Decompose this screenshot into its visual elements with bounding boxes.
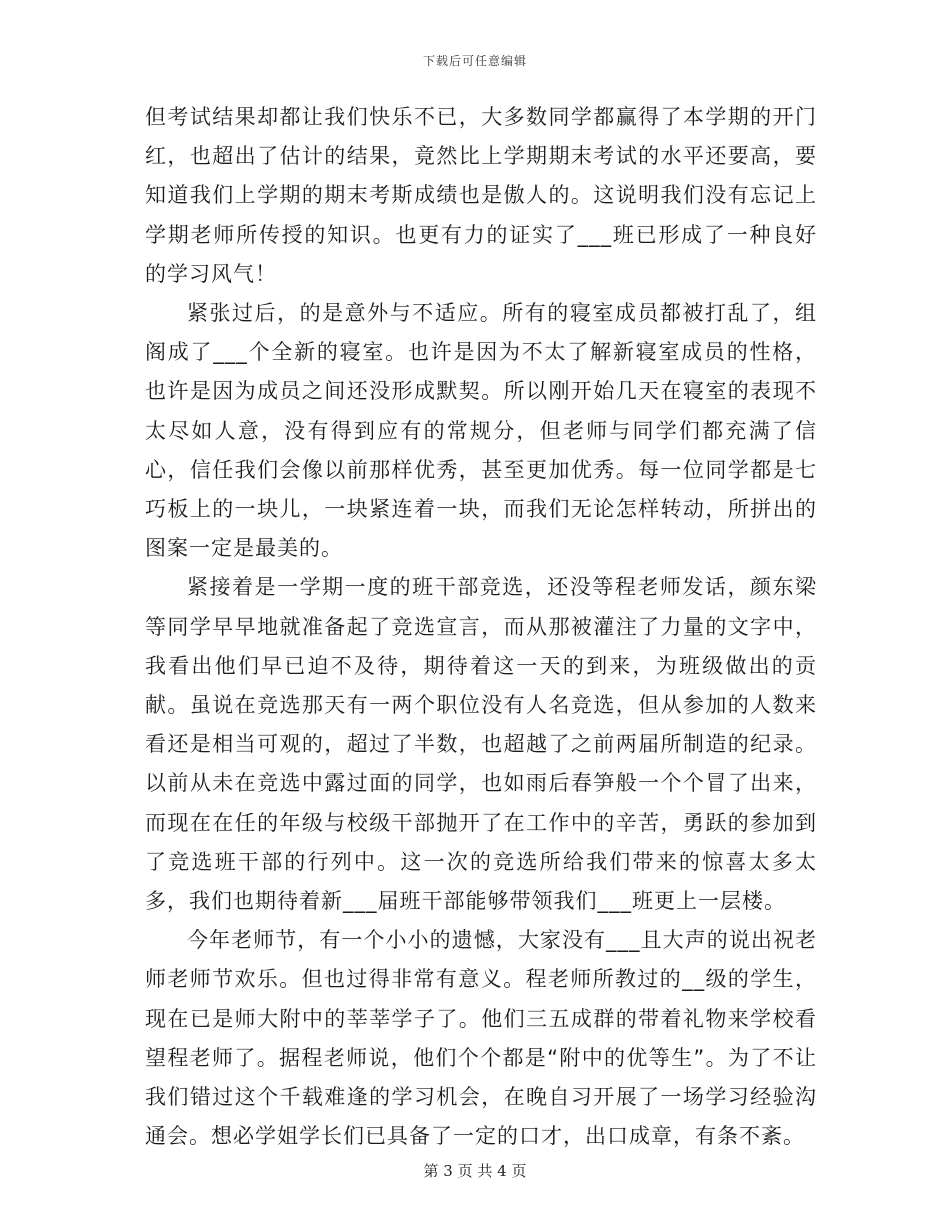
page-header: 下载后可任意编辑 (422, 54, 527, 68)
paragraph-3: 紧接着是一学期一度的班干部竞选，还没等程老师发话，颜东梁等同学早早地就准备起了竞选宣言，而从那被灌注了力量的文字中，我看出他们早已迫不及待，期待着这一天的到来，为班级做出的贡献。虽说在竞选那天有一两个职位没有人名竞选，但从参加的人数来看还是相当可观的，超过了半数，也超越了之前两届所制造的纪录。以前从未在竞选中露过面的同学，也如雨后春笋般一个个冒了出来，而现在在任的年级与校级干部抛开了在工作中的辛苦，勇跃的参加到了竞选班干部的行列中。这一次的竞选所给我们带来的惊喜太多太多，我们也期待着新___届班干部能够带领我们___班更上一层楼。 (145, 575, 817, 914)
document-body (145, 98, 817, 1156)
paragraph-4: 今年老师节，有一个小小的遗憾，大家没有___且大声的说出祝老师老师节欢乐。但也过得非常有意义。程老师所教过的__级的学生，现在已是师大附中的莘莘学子了。他们三五成群的带着礼物来学校看望程老师了。据程老师说，他们个个都是“附中的优等生”。为了不让我们错过这个千载难逢的学习机会，在晚自习开展了一场学习经验沟通会。想必学姐学长们已具备了一定的口才，出口成章，有条不紊。 (145, 928, 817, 1149)
paragraph-2: 紧张过后，的是意外与不适应。所有的寝室成员都被打乱了，组阁成了___个全新的寝室。也许是因为不太了解新寝室成员的性格，也许是因为成员之间还没形成默契。所以刚开始几天在寝室的表现不太尽如人意，没有得到应有的常规分，但老师与同学们都充满了信心，信任我们会像以前那样优秀，甚至更加优秀。每一位同学都是七巧板上的一块儿，一块紧连着一块，而我们无论怎样转动，所拼出的图案一定是最美的。 (145, 301, 817, 561)
paragraph-1: 但考试结果却都让我们快乐不已，大多数同学都赢得了本学期的开门红，也超出了估计的结果，竟然比上学期期末考试的水平还要高，要知道我们上学期的期末考斯成绩也是傲人的。这说明我们没有忘记上学期老师所传授的知识。也更有力的证实了___班已形成了一种良好的学习风气！ (145, 105, 817, 286)
page-footer: 第 3 页 共 4 页 (423, 1162, 527, 1180)
